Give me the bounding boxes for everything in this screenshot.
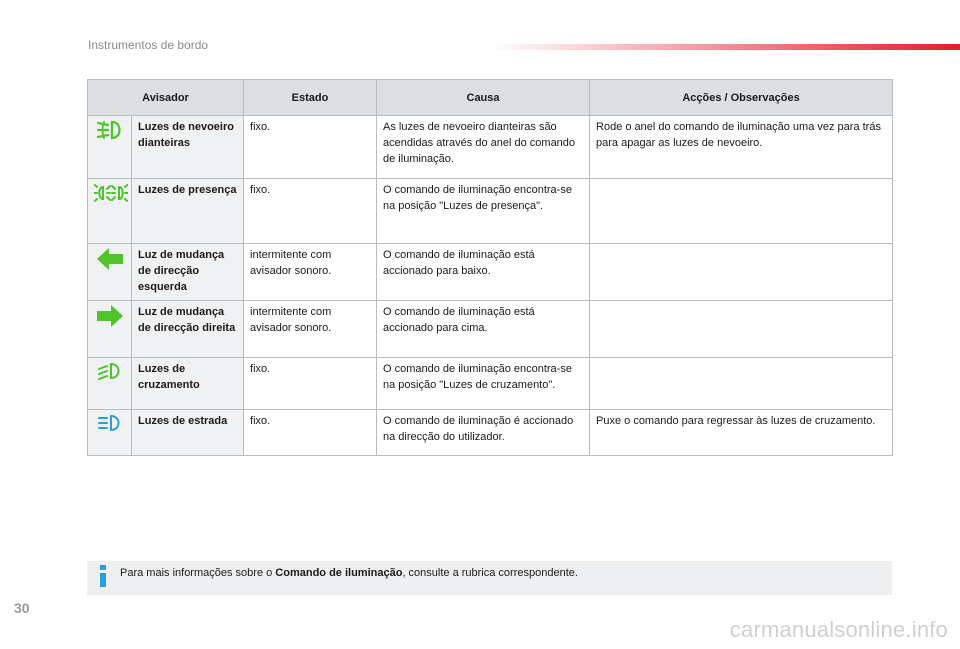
table-header-row [88,80,893,116]
estado-cell: fixo. [244,116,377,179]
column-header-causa: Causa [377,80,590,116]
causa-cell: O comando de iluminação encontra-se na posição "Luzes de cruzamento". [377,358,590,410]
accoes-cell [590,179,893,244]
light-name: Luzes de cruzamento [132,358,244,410]
left-turn-arrow-icon [96,247,124,271]
accoes-cell [590,301,893,358]
table-row [88,179,893,244]
info-text-suffix: , consulte a rubrica correspondente. [402,567,578,579]
light-name: Luz de mudança de direcção direita [132,301,244,358]
light-name: Luzes de estrada [132,410,244,456]
accoes-cell [590,358,893,410]
estado-cell: fixo. [244,179,377,244]
info-icon [98,565,108,587]
header-accent-bar [490,44,960,50]
info-note [87,561,892,595]
column-header-estado: Estado [244,80,377,116]
icon-cell [88,116,132,179]
dipped-beam-icon [96,361,124,381]
estado-cell: intermitente com avisador sonoro. [244,244,377,301]
table-row [88,358,893,410]
column-header-accoes: Acções / Observações [590,80,893,116]
table-row [88,244,893,301]
main-beam-icon [96,413,124,433]
front-fog-light-icon [95,119,125,141]
info-text-prefix: Para mais informações sobre o [120,567,276,579]
light-name: Luz de mudança de direcção esquerda [132,244,244,301]
info-text-link-term: Comando de iluminação [275,567,403,579]
side-lights-icon [94,182,128,204]
table-row [88,116,893,179]
accoes-cell: Puxe o comando para regressar às luzes de cruzamento. [590,410,893,456]
warning-lights-table [87,79,893,456]
light-name: Luzes de presença [132,179,244,244]
icon-cell [88,244,132,301]
causa-cell: O comando de iluminação é accionado na direcção do utilizador. [377,410,590,456]
section-title: Instrumentos de bordo [88,38,209,52]
causa-cell: O comando de iluminação encontra-se na posição "Luzes de presença". [377,179,590,244]
estado-cell: fixo. [244,358,377,410]
accoes-cell: Rode o anel do comando de iluminação uma vez para trás para apagar as luzes de nevoeiro. [590,116,893,179]
accoes-cell [590,244,893,301]
causa-cell: O comando de iluminação está accionado para baixo. [377,244,590,301]
table-row [88,410,893,456]
icon-cell [88,301,132,358]
icon-cell [88,358,132,410]
causa-cell: As luzes de nevoeiro dianteiras são acendidas através do anel do comando de iluminação. [377,116,590,179]
right-turn-arrow-icon [96,304,124,328]
column-header-avisador: Avisador [88,80,244,116]
light-name: Luzes de nevoeiro dianteiras [132,116,244,179]
icon-cell [88,410,132,456]
page-number: 30 [14,600,30,616]
estado-cell: fixo. [244,410,377,456]
watermark: carmanualsonline.info [729,617,948,642]
info-text [120,566,578,580]
table-row [88,301,893,358]
icon-cell [88,179,132,244]
estado-cell: intermitente com avisador sonoro. [244,301,377,358]
causa-cell: O comando de iluminação está accionado para cima. [377,301,590,358]
